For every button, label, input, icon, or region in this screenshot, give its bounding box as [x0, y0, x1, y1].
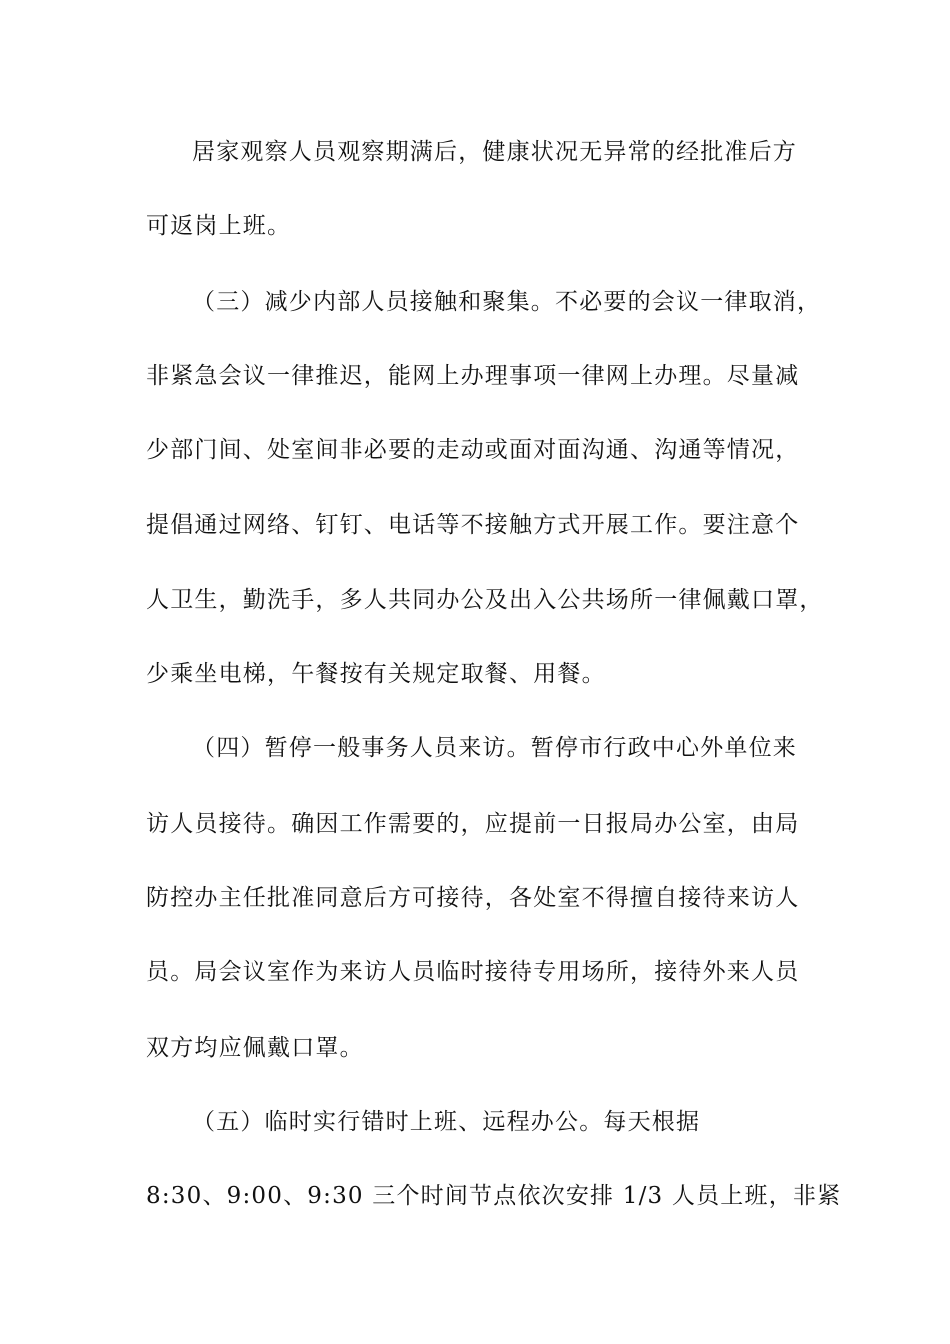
- paragraph-line: （三）减少内部人员接触和聚集。不必要的会议一律取消，: [192, 289, 822, 315]
- paragraph-line: 人卫生，勤洗手，多人共同办公及出入公共场所一律佩戴口罩，: [146, 587, 824, 613]
- paragraph-line: 访人员接待。确因工作需要的，应提前一日报局办公室，由局: [146, 811, 800, 837]
- paragraph-line: （四）暂停一般事务人员来访。暂停市行政中心外单位来: [192, 735, 797, 761]
- paragraph-line: 提倡通过网络、钉钉、电话等不接触方式开展工作。要注意个: [146, 512, 800, 538]
- paragraph-line: 居家观察人员观察期满后，健康状况无异常的经批准后方: [192, 139, 797, 165]
- paragraph-line: （五）临时实行错时上班、远程办公。每天根据: [192, 1109, 701, 1135]
- paragraph-line: 8:30、9:00、9:30 三个时间节点依次安排 1/3 人员上班，非紧: [146, 1183, 842, 1209]
- paragraph-line: 少乘坐电梯，午餐按有关规定取餐、用餐。: [146, 661, 606, 687]
- paragraph-line: 员。局会议室作为来访人员临时接待专用场所，接待外来人员: [146, 959, 800, 985]
- paragraph-line: 可返岗上班。: [146, 213, 292, 239]
- paragraph-line: 非紧急会议一律推迟，能网上办理事项一律网上办理。尽量减: [146, 363, 800, 389]
- paragraph-line: 少部门间、处室间非必要的走动或面对面沟通、沟通等情况，: [146, 437, 800, 463]
- paragraph-line: 双方均应佩戴口罩。: [146, 1035, 364, 1061]
- paragraph-line: 防控办主任批准同意后方可接待，各处室不得擅自接待来访人: [146, 885, 800, 911]
